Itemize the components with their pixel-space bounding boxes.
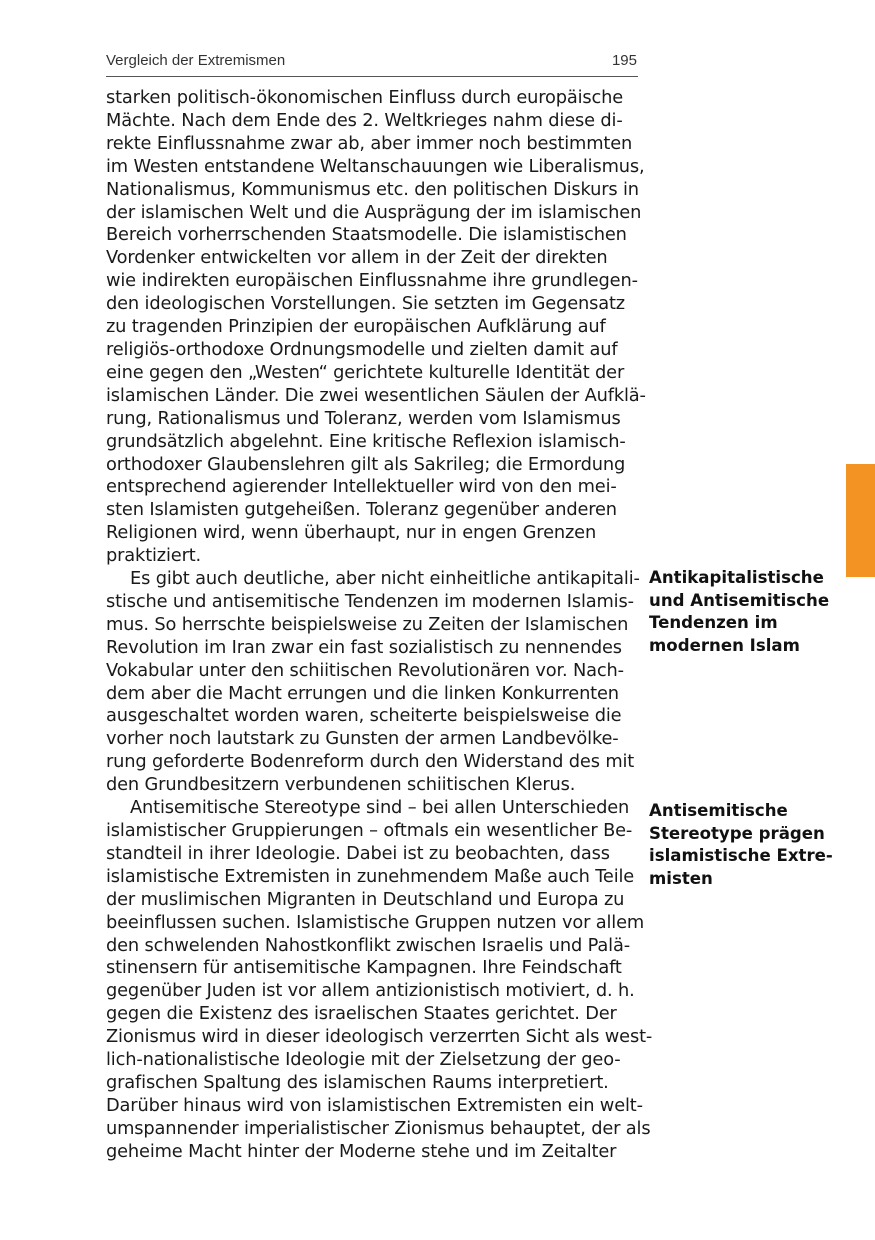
text-line: grundsätzlich abgelehnt. Eine kritische Reflexion islamisch- [106,430,626,452]
text-line: Nationalismus, Kommunismus etc. den politischen Diskurs in [106,178,639,200]
text-line: wie indirekten europäischen Einflussnahme ihre grundlegen- [106,270,638,292]
text-line: gegen die Existenz des israelischen Staates gerichtet. Der [106,1003,617,1025]
text-line: rung, Rationalismus und Toleranz, werden vom Islamismus [106,407,621,429]
text-line: Vokabular unter den schiitischen Revolutionären vor. Nach- [106,659,624,681]
running-head [106,50,638,77]
text-line: Revolution im Iran zwar ein fast sozialistisch zu nennendes [106,636,622,658]
margin-note-antisemitische-stereotype [649,800,833,890]
text-line: der muslimischen Migranten in Deutschland und Europa zu [106,888,625,910]
text-line: lich-nationalistische Ideologie mit der Zielsetzung der geo- [106,1049,621,1071]
margin-note-line: und Antisemitische [649,590,830,610]
text-line: orthodoxer Glaubenslehren gilt als Sakrileg; die Ermordung [106,453,626,475]
text-line: zu tragenden Prinzipien der europäischen Aufklärung auf [106,316,606,338]
text-line: den ideologischen Vorstellungen. Sie setzten im Gegensatz [106,293,625,315]
text-line: im Westen entstandene Weltanschauungen wie Liberalismus, [106,155,645,177]
margin-note-line: Antikapitalistische [649,568,824,587]
text-line: Vordenker entwickelten vor allem in der Zeit der direkten [106,247,608,269]
text-line: umspannender imperialistischer Zionismus behauptet, der als [106,1117,651,1139]
margin-note-line: misten [649,868,713,888]
margin-note-line: modernen Islam [649,635,800,655]
text-line: Religionen wird, wenn überhaupt, nur in engen Grenzen [106,522,597,544]
text-line: grafischen Spaltung des islamischen Raums interpretiert. [106,1071,609,1093]
text-line: entsprechend agierender Intellektueller wird von den mei- [106,476,617,498]
margin-note-antikapitalistisch [649,567,829,657]
text-line: der islamischen Welt und die Ausprägung der im islamischen [106,201,642,223]
text-line: stinensern für antisemitische Kampagnen. Ihre Feindschaft [106,957,622,979]
body-text [106,87,653,1164]
text-line: ausgeschaltet worden waren, scheiterte beispielsweise die [106,705,622,727]
text-line: Bereich vorherrschenden Staatsmodelle. Die islamistischen [106,224,627,246]
text-line: islamischen Länder. Die zwei wesentlichen Säulen der Aufklä- [106,384,646,406]
text-line: starken politisch-ökonomischen Einfluss durch europäische [106,87,624,108]
text-line: religiös-orthodoxe Ordnungsmodelle und zielten damit auf [106,338,618,360]
text-line: eine gegen den „Westen“ gerichtete kulturelle Identität der [106,361,625,383]
margin-note-line: islamistische Extre- [649,846,833,866]
chapter-thumb-tab [846,464,875,577]
text-line: dem aber die Macht errungen und die linken Konkurrenten [106,682,619,704]
text-line: islamistischer Gruppierungen – oftmals ein wesentlicher Be- [106,820,633,841]
text-line: beeinflussen suchen. Islamistische Gruppen nutzen vor allem [106,911,645,933]
text-line: Antisemitische Stereotype sind – bei allen Unterschieden [130,797,630,819]
text-line: geheime Macht hinter der Moderne stehe und im Zeitalter [106,1140,617,1162]
text-line: mus. So herrschte beispielsweise zu Zeiten der Islamischen [106,613,629,635]
margin-note-line: Antisemitische [649,801,788,820]
text-line: rung geforderte Bodenreform durch den Widerstand des mit [106,751,635,773]
text-line: gegenüber Juden ist vor allem antizionistisch motiviert, d. h. [106,980,635,1002]
text-line: rekte Einflussnahme zwar ab, aber immer noch bestimmten [106,132,633,154]
text-line: islamistische Extremisten in zunehmendem Maße auch Teile [106,865,635,887]
text-line: Mächte. Nach dem Ende des 2. Weltkrieges nahm diese di- [106,109,623,131]
text-line: Es gibt auch deutliche, aber nicht einheitliche antikapitali- [130,568,640,590]
text-line: standteil in ihrer Ideologie. Dabei ist zu beobachten, dass [106,842,610,864]
text-line: praktiziert. [106,545,202,567]
text-line: Darüber hinaus wird von islamistischen Extremisten ein welt- [106,1094,643,1116]
margin-note-line: Tendenzen im [649,613,778,633]
text-line: Zionismus wird in dieser ideologisch verzerrten Sicht als west- [106,1026,653,1048]
text-line: vorher noch lautstark zu Gunsten der armen Landbevölke- [106,728,619,750]
text-line: den Grundbesitzern verbundenen schiitischen Klerus. [106,774,576,796]
page-number: 195 [611,52,637,69]
text-line: den schwelenden Nahostkonflikt zwischen Israelis und Palä- [106,934,630,956]
text-line: stische und antisemitische Tendenzen im modernen Islamis- [106,590,634,612]
running-head-title: Vergleich der Extremismen [106,52,286,69]
margin-note-line: Stereotype prägen [649,823,825,843]
text-line: sten Islamisten gutgeheißen. Toleranz gegenüber anderen [106,499,617,521]
